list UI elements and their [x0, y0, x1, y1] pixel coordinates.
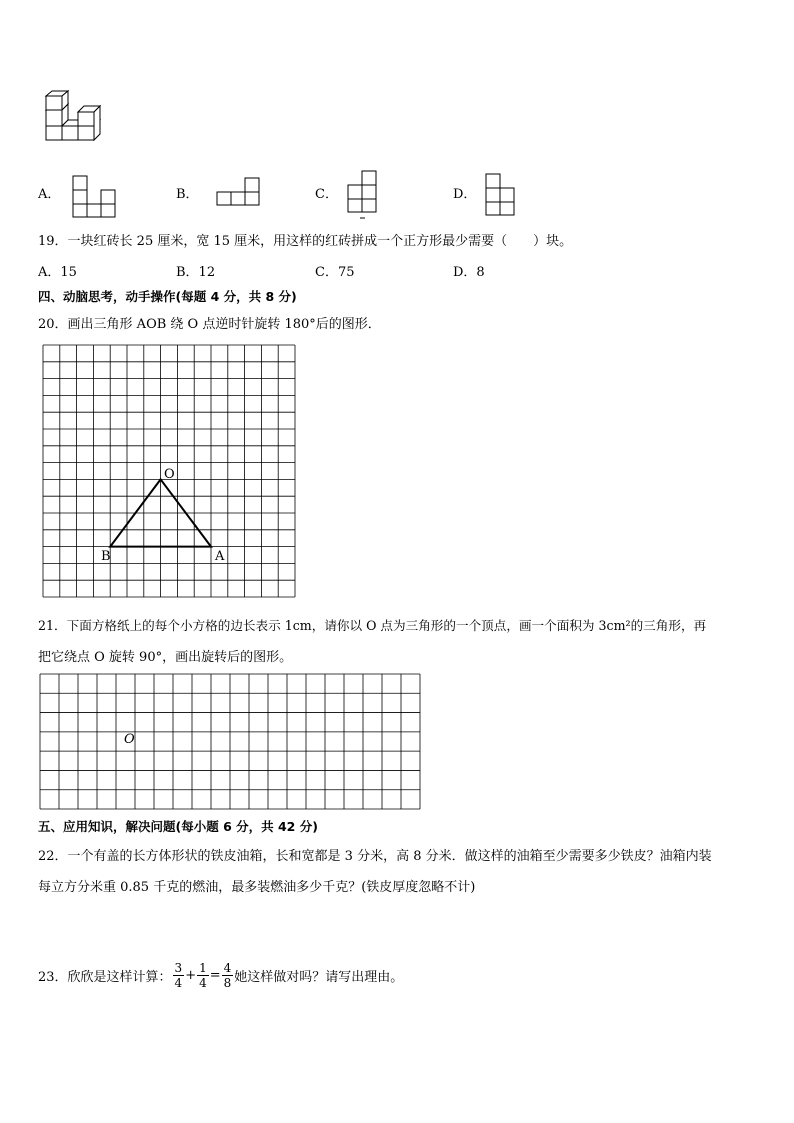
- q20-label-o: O: [164, 467, 175, 482]
- q18-option-a-figure: [72, 174, 116, 218]
- fraction-1-4: $\frac{1}{4}$: [199, 961, 207, 990]
- plus-sign: +: [185, 968, 197, 983]
- fraction-4-8: $\frac{4}{8}$: [223, 961, 232, 990]
- q18-option-c-figure: [346, 170, 378, 220]
- q18-option-d-label[interactable]: D．: [453, 187, 477, 202]
- q18-option-b-label[interactable]: B．: [176, 187, 199, 202]
- q19-option-c[interactable]: C．75: [315, 265, 355, 280]
- q21-question-line1: 21．下面方格纸上的每个小方格的边长表示 1cm，请你以 O 点为三角形的一个顶点，画一个面积为 3cm²的三角形，再: [38, 618, 707, 633]
- q19-option-d[interactable]: D．8: [453, 265, 485, 280]
- q19-question: 19．一块红砖长 25 厘米，宽 15 厘米，用这样的红砖拼成一个正方形最少需要（ ）块。: [38, 234, 573, 249]
- q23-suffix: 她这样做对吗？请写出理由。: [234, 970, 404, 985]
- q18-option-d-figure: [484, 173, 516, 217]
- q23-question: [38, 962, 403, 989]
- q19-option-a[interactable]: A．15: [38, 265, 77, 280]
- q23-prefix: 23．欣欣是这样计算：: [38, 970, 172, 985]
- q22-question-line1: 22．一个有盖的长方体形状的铁皮油箱，长和宽都是 3 分米，高 8 分米．做这样的油箱至少需要多少铁皮？油箱内装: [38, 849, 712, 864]
- section-5-heading: 五、应用知识，解决问题(每小题 6 分，共 42 分): [38, 819, 318, 834]
- q21-question-line2: 把它绕点 O 旋转 90°，画出旋转后的图形。: [38, 650, 293, 665]
- q20-label-a: A: [215, 549, 225, 564]
- q21-grid: [40, 674, 420, 809]
- cube-stack-figure: [40, 90, 110, 150]
- q18-option-c-label[interactable]: C．: [315, 187, 338, 202]
- q20-question: 20．画出三角形 AOB 绕 O 点逆时针旋转 180°后的图形．: [38, 317, 381, 332]
- fraction-3-4: $\frac{3}{4}$: [174, 961, 183, 990]
- q18-option-b-figure: [216, 177, 260, 207]
- section-4-heading: 四、动脑思考，动手操作(每题 4 分，共 8 分): [38, 289, 297, 304]
- q20-label-b: B: [101, 549, 111, 564]
- q19-option-b[interactable]: B．12: [176, 265, 216, 280]
- q18-option-a-label[interactable]: A．: [38, 187, 61, 202]
- q21-point-o-label: O: [124, 732, 135, 747]
- q22-question-line2: 每立方分米重 0.85 千克的燃油，最多装燃油多少千克？(铁皮厚度忽略不计): [38, 880, 476, 895]
- equals-sign: =: [209, 968, 221, 983]
